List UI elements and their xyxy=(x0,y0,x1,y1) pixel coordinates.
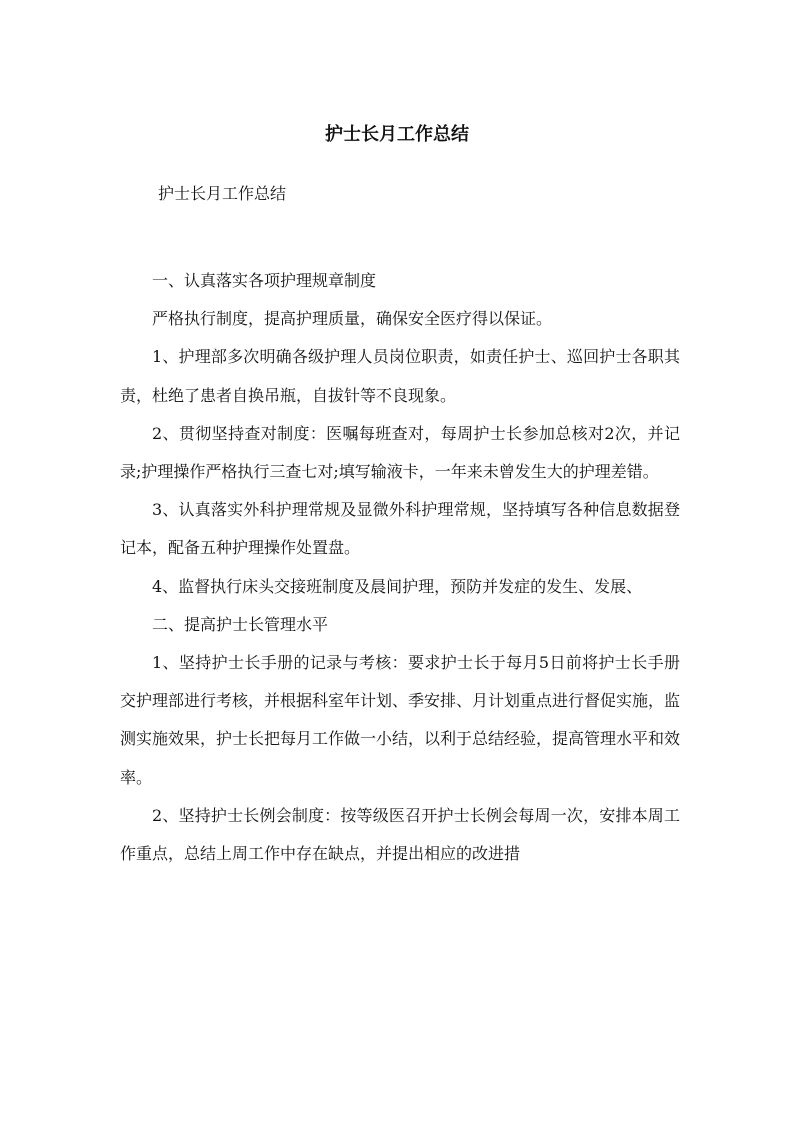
paragraph: 1、护理部多次明确各级护理人员岗位职责，如责任护士、巡回护士各职其责，杜绝了患者自换吊瓶，自拔针等不良现象。 xyxy=(120,347,680,405)
document-title: 护士长月工作总结 xyxy=(325,124,469,145)
paragraph: 2、坚持护士长例会制度：按等级医召开护士长例会每周一次，安排本周工作重点，总结上周工作中存在缺点，并提出相应的改进措 xyxy=(120,805,680,864)
document-subtitle: 护士长月工作总结 xyxy=(158,184,287,203)
document-body xyxy=(120,262,680,873)
paragraph: 2、贯彻坚持查对制度：医嘱每班查对，每周护士长参加总核对2次，并记录;护理操作严格执行三查七对;填写输液卡，一年来未曾发生大的护理差错。 xyxy=(120,423,680,482)
paragraph: 4、监督执行床头交接班制度及晨间护理，预防并发症的发生、发展、 xyxy=(152,576,643,596)
paragraph: 1、坚持护士长手册的记录与考核：要求护士长于每月5日前将护士长手册交护理部进行考核，并根据科室年计划、季安排、月计划重点进行督促实施，监测实施效果，护士长把每月工作做一小结，以利于总结经验，提高管理水平和效率。 xyxy=(120,653,681,787)
section-heading-2: 二、提高护士长管理水平 xyxy=(152,614,329,634)
paragraph: 严格执行制度，提高护理质量，确保安全医疗得以保证。 xyxy=(152,309,553,329)
paragraph: 3、认真落实外科护理常规及显微外科护理常规，坚持填写各种信息数据登记本，配备五种护理操作处置盘。 xyxy=(120,500,680,558)
section-heading-1: 一、认真落实各项护理规章制度 xyxy=(152,271,377,290)
